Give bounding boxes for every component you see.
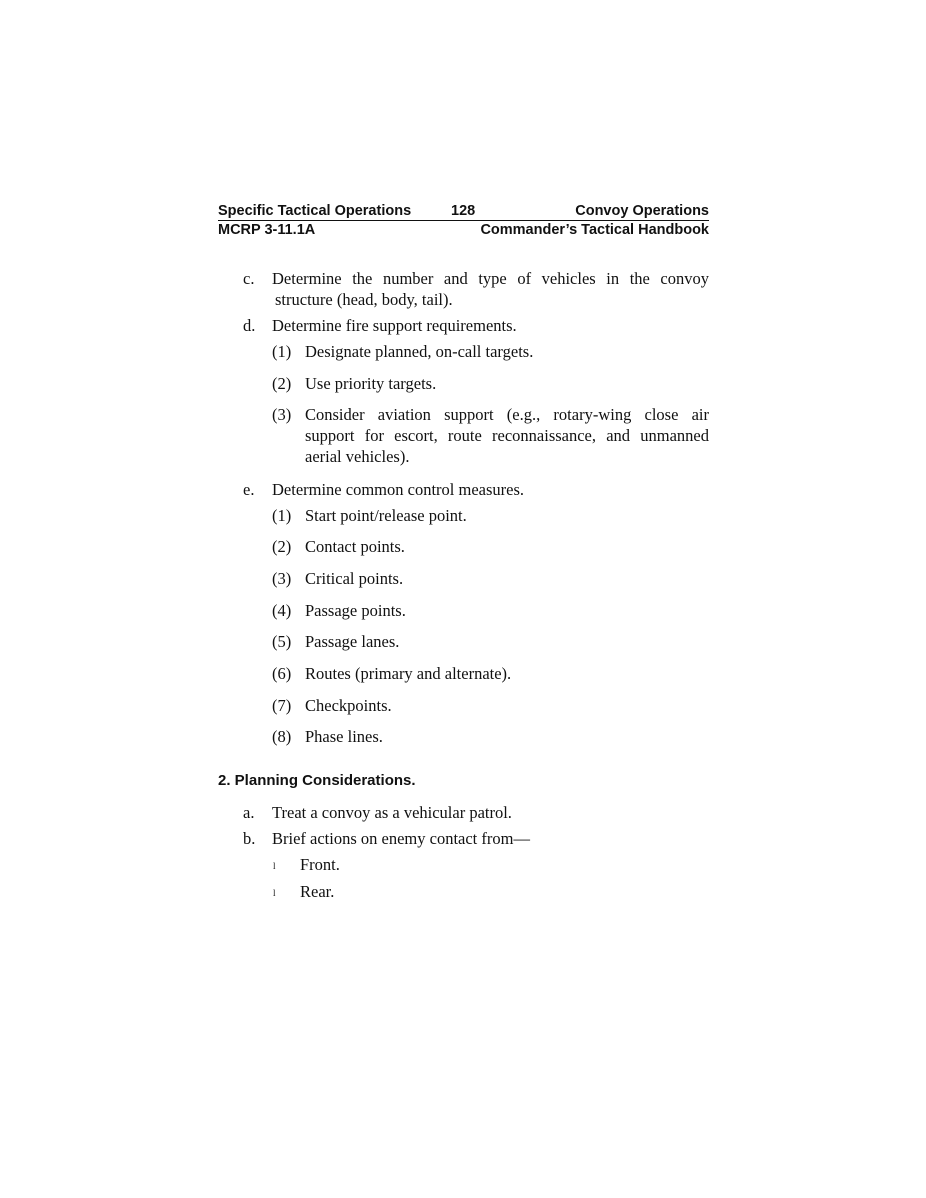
item-text: Determine common control measures.: [272, 480, 525, 499]
subitem-label: (4): [272, 601, 292, 620]
bullet-icon: l: [273, 888, 276, 898]
subitem-label: (8): [272, 727, 292, 746]
bullet-text: Rear.: [300, 882, 335, 901]
subitem-text: Passage lanes.: [305, 632, 400, 651]
subitem-text: Phase lines.: [305, 727, 383, 746]
subitem-label: (2): [272, 537, 292, 556]
subitem-label: (1): [272, 342, 292, 361]
item-text: Determine fire support requirements.: [272, 316, 517, 335]
item-text: Treat a convoy as a vehicular patrol.: [272, 803, 512, 822]
item-label: d.: [243, 316, 256, 335]
bullet-text: Front.: [300, 855, 340, 874]
subitem-label: (5): [272, 632, 292, 651]
subitem-label: (2): [272, 374, 292, 393]
header-publication-title: Commander’s Tactical Handbook: [480, 222, 709, 238]
subitem-text: Passage points.: [305, 601, 406, 620]
item-text-continued: structure (head, body, tail).: [275, 290, 453, 309]
subitem-text: Start point/release point.: [305, 506, 467, 525]
subitem-label: (3): [272, 569, 292, 588]
subitem-text: Contact points.: [305, 537, 405, 556]
subitem-text: Critical points.: [305, 569, 404, 588]
subitem-text: Consider aviation support (e.g., rotary-wing close air: [305, 405, 709, 424]
subitem-text-continued: aerial vehicles).: [305, 447, 410, 466]
subitem-text: Routes (primary and alternate).: [305, 664, 512, 683]
item-label: e.: [243, 480, 255, 499]
subitem-label: (6): [272, 664, 292, 683]
item-label: b.: [243, 829, 256, 848]
running-header-bottom: [218, 221, 709, 239]
item-label: a.: [243, 803, 255, 822]
running-header-top: [218, 202, 709, 221]
header-chapter-title: Convoy Operations: [575, 203, 709, 219]
section-heading: 2. Planning Considerations.: [218, 772, 416, 789]
subitem-text: Use priority targets.: [305, 374, 437, 393]
subitem-label: (7): [272, 696, 292, 715]
subitem-text: Designate planned, on-call targets.: [305, 342, 534, 361]
header-publication-id: MCRP 3-11.1A: [218, 222, 316, 238]
item-text: Brief actions on enemy contact from—: [272, 829, 530, 848]
subitem-text: Checkpoints.: [305, 696, 392, 715]
header-section-title: Specific Tactical Operations: [218, 203, 412, 219]
subitem-text-continued: support for escort, route reconnaissance, and unmanned: [305, 426, 709, 445]
subitem-label: (1): [272, 506, 292, 525]
item-text: Determine the number and type of vehicles in the convoy: [272, 269, 709, 288]
item-label: c.: [243, 269, 255, 288]
subitem-label: (3): [272, 405, 292, 424]
bullet-icon: l: [273, 861, 276, 871]
page-number: 128: [451, 203, 476, 219]
